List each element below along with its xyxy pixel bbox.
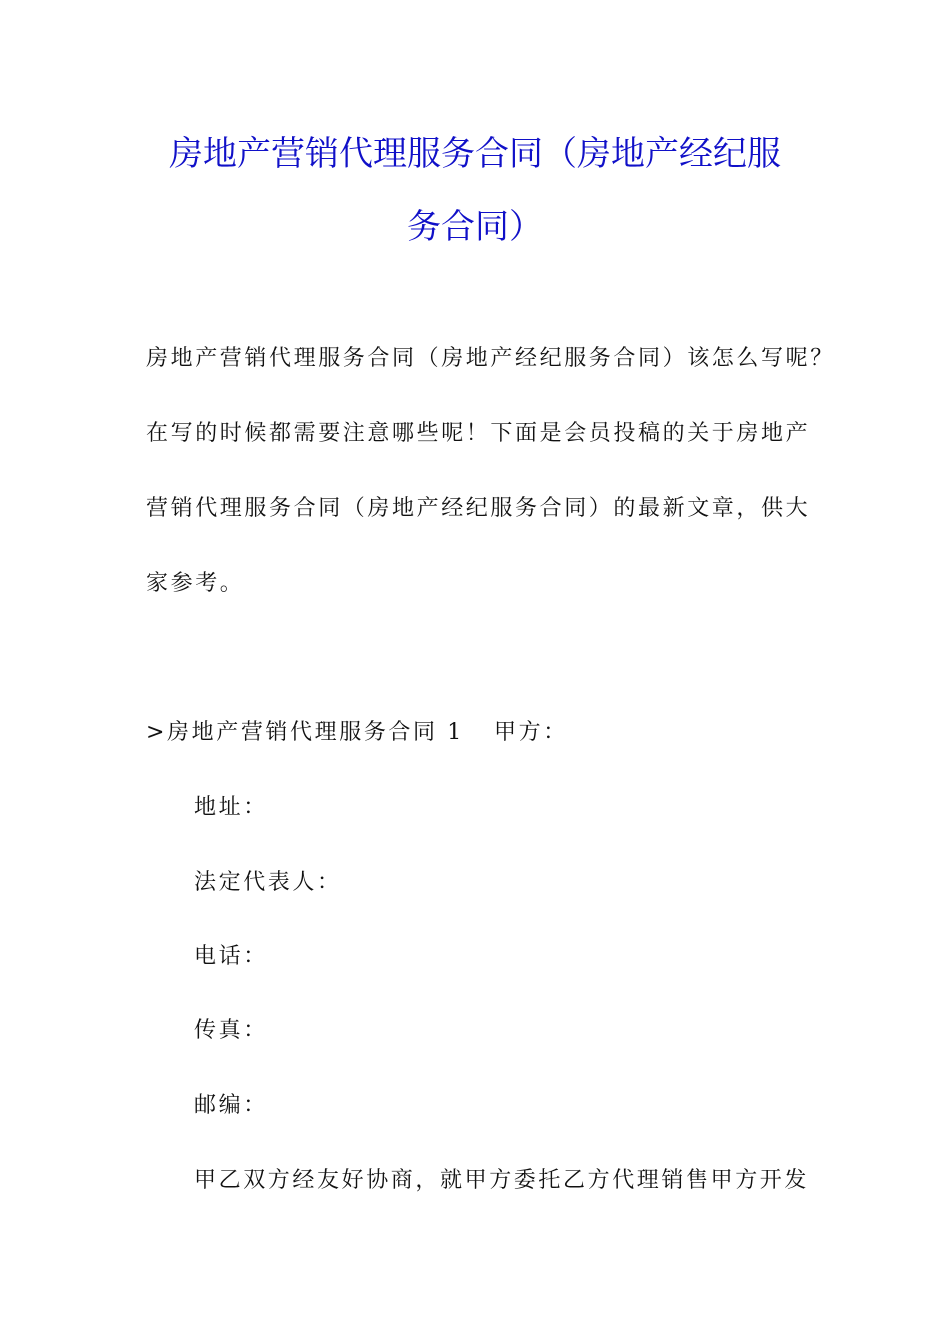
party-a-label: 甲方： <box>494 720 568 745</box>
legal-representative-label: 法定代表人： <box>194 870 342 895</box>
postcode-label: 邮编： <box>194 1093 268 1118</box>
intro-line-4: 家参考。 <box>146 571 245 596</box>
section-heading-row <box>146 718 568 748</box>
body-paragraph-line: 甲乙双方经友好协商，就甲方委托乙方代理销售甲方开发 <box>194 1168 810 1193</box>
section-heading: >房地产营销代理服务合同 1 <box>146 720 464 745</box>
phone-label: 电话： <box>194 944 268 969</box>
fax-label: 传真： <box>194 1018 268 1043</box>
intro-line-2: 在写的时候都需要注意哪些呢！下面是会员投稿的关于房地产 <box>146 421 811 446</box>
intro-line-3: 营销代理服务合同（房地产经纪服务合同）的最新文章，供大 <box>146 496 811 521</box>
document-title-line-1: 房地产营销代理服务合同（房地产经纪服 <box>169 134 781 174</box>
address-label: 地址： <box>194 795 268 820</box>
document-title-line-2: 务合同） <box>407 207 543 247</box>
intro-line-1: 房地产营销代理服务合同（房地产经纪服务合同）该怎么写呢？ <box>146 346 835 371</box>
